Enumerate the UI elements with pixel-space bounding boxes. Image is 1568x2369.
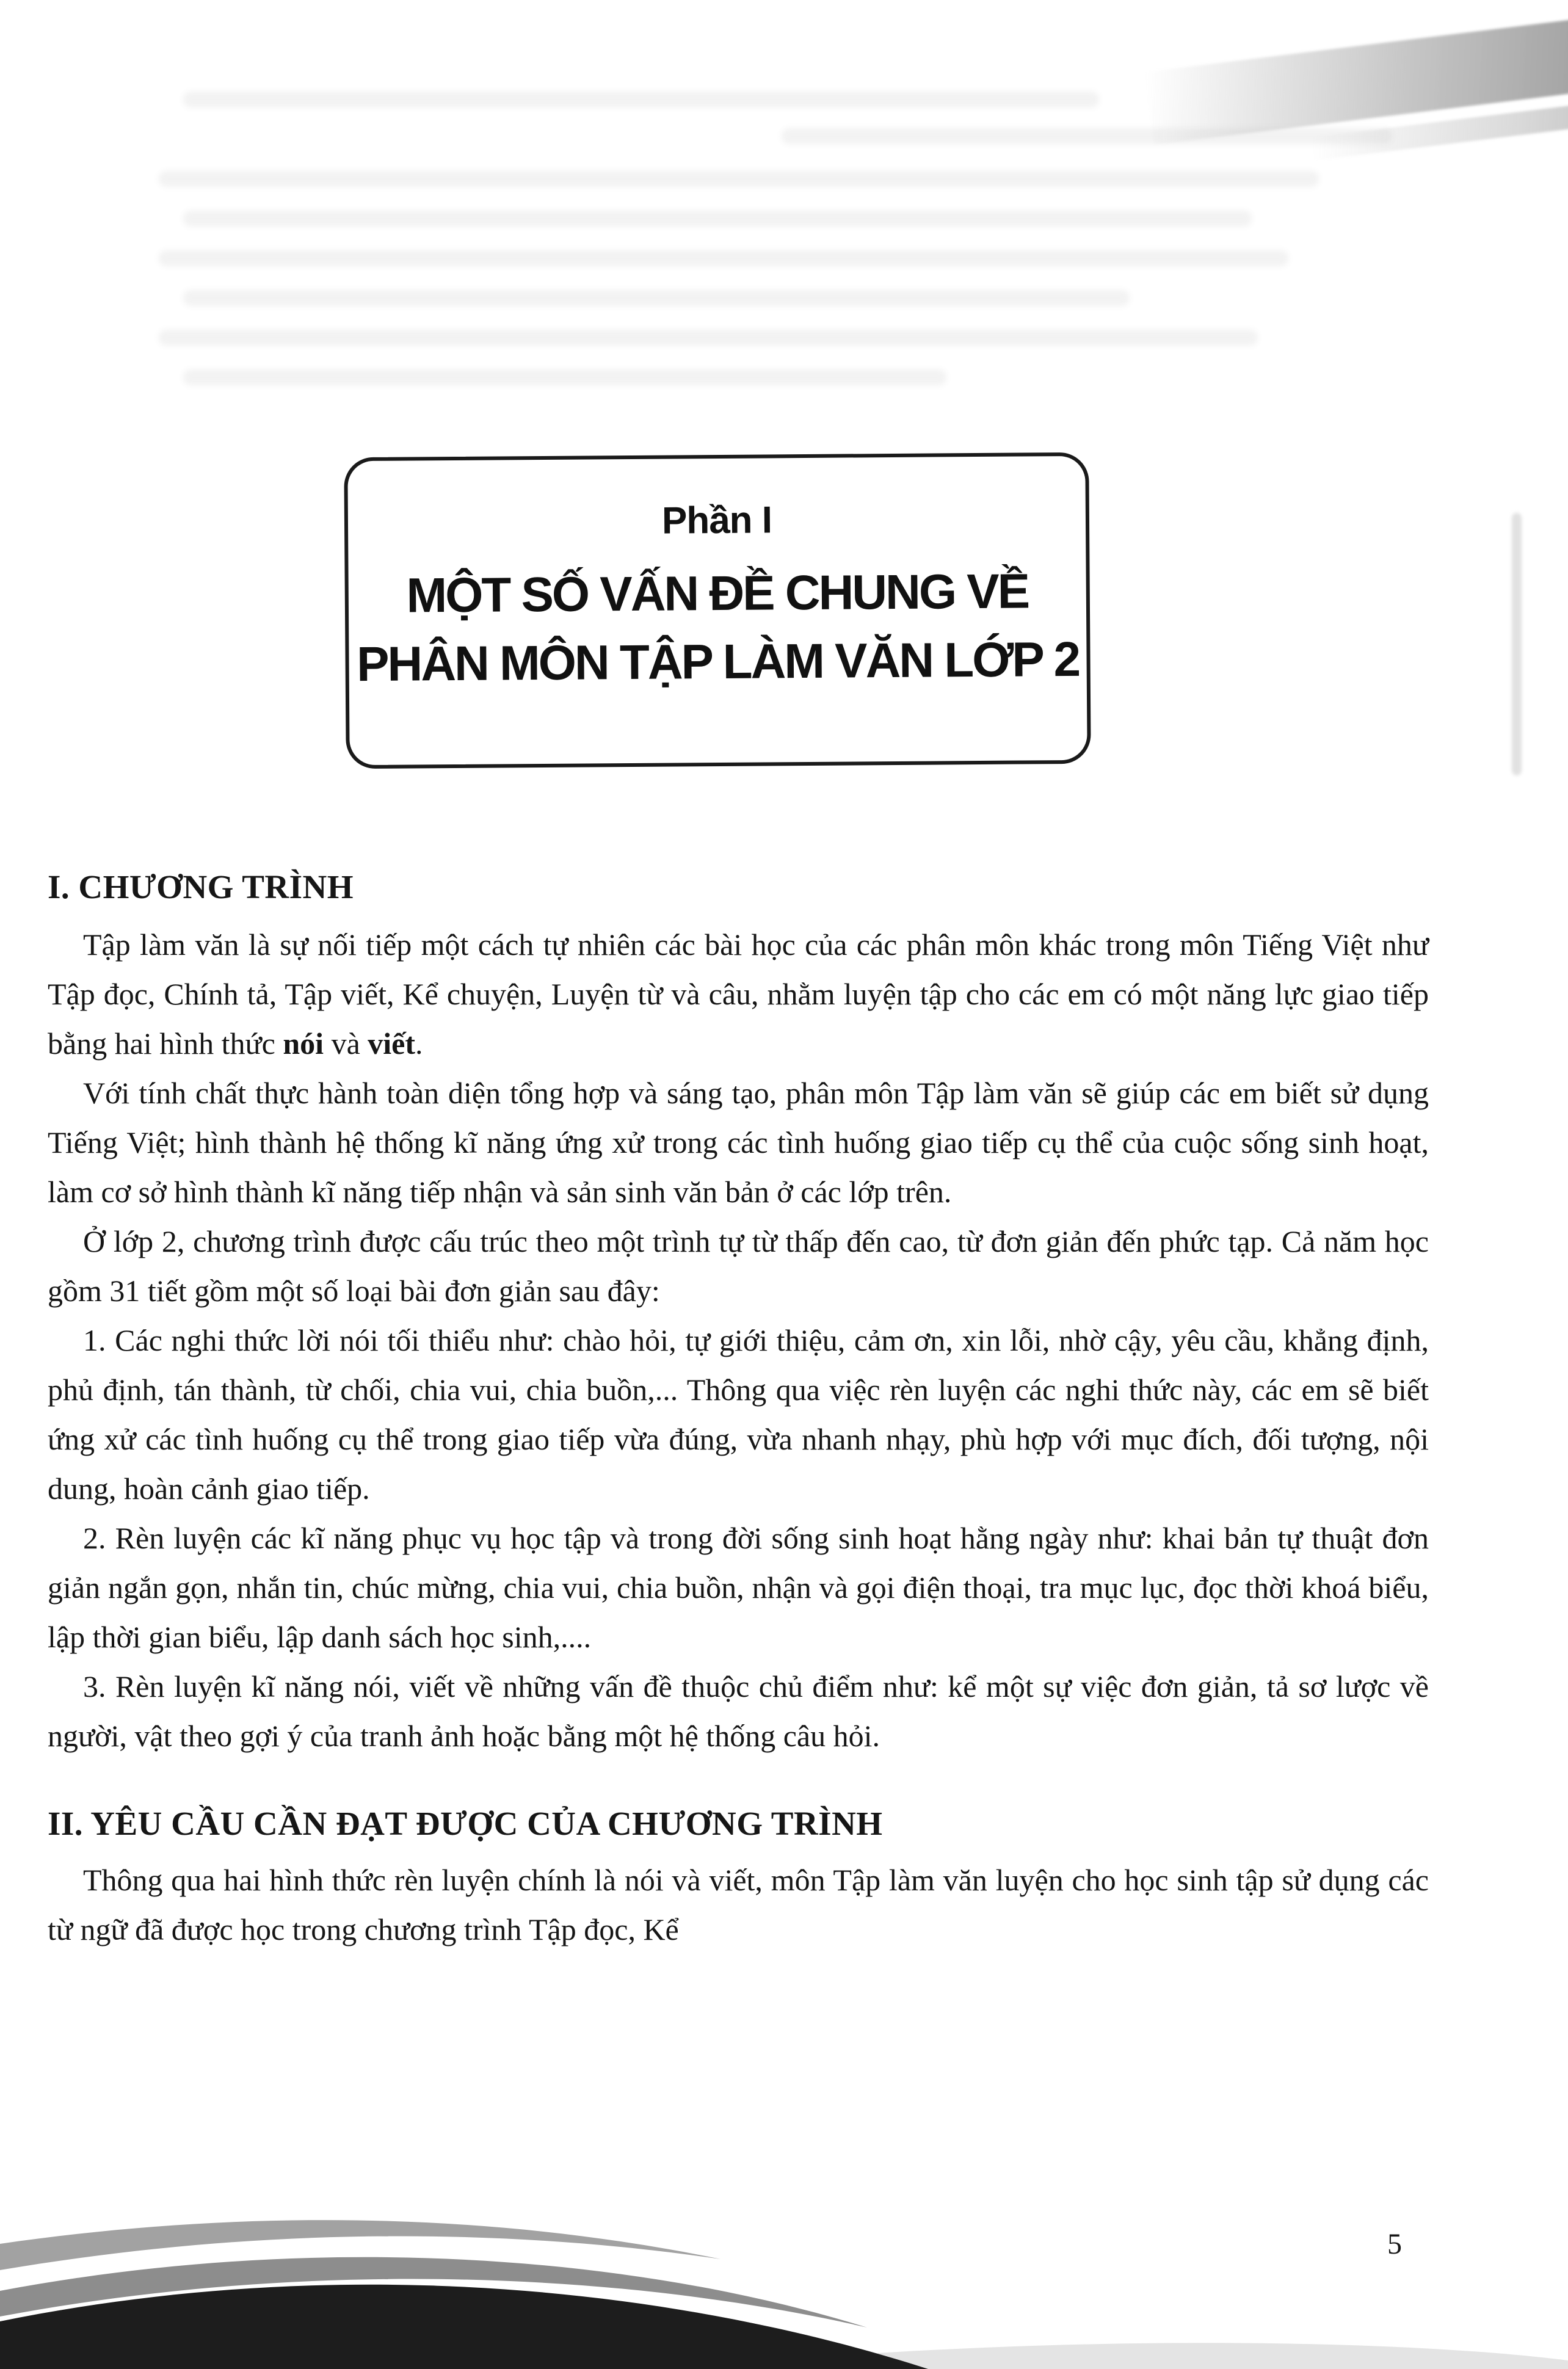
bleed-through-line (183, 369, 946, 385)
book-swoosh-decoration (0, 2186, 1568, 2369)
swoosh-dark-band (0, 2285, 928, 2369)
page-content (48, 860, 1429, 1954)
bleed-through-line (159, 250, 1288, 266)
paragraph-7: Thông qua hai hình thức rèn luyện chính là nói và viết, môn Tập làm văn luyện cho học sinh tập sử dụng các từ ngữ đã được học trong chương trình Tập đọc, Kể (48, 1863, 1429, 1947)
part-label: Phần I (661, 499, 772, 542)
bleed-through-line (183, 211, 1252, 227)
paragraph-4: 1. Các nghi thức lời nói tối thiểu như: chào hỏi, tự giới thiệu, cảm ơn, xin lỗi, nhờ cậy, yêu cầu, khẳng định, phủ định, tán thành, từ chối, chia vui, chia buồn,... Thông qua việc rèn luyện các nghi thức này, các em sẽ biết ứng xử các tình huống cụ thể trong giao tiếp vừa đúng, vừa nhanh nhạy, phù hợp với mục đích, đối tượng, nội dung, hoàn cảnh giao tiếp. (48, 1323, 1429, 1506)
paragraph-5: 2. Rèn luyện các kĩ năng phục vụ học tập và trong đời sống sinh hoạt hằng ngày như: khai bản tự thuật đơn giản ngắn gọn, nhắn tin, chúc mừng, chia vui, chia buồn, nhận và gọi điện thoại, tra mục lục, đọc thời khoá biểu, lập thời gian biểu, lập danh sách học sinh,.... (48, 1521, 1429, 1655)
paragraph-6: 3. Rèn luyện kĩ năng nói, viết về những vấn đề thuộc chủ điểm như: kể một sự việc đơn giản, tả sơ lược về người, vật theo gợi ý của tranh ảnh hoặc bằng một hệ thống câu hỏi. (48, 1669, 1429, 1754)
section-heading-2: II. YÊU CẦU CẦN ĐẠT ĐƯỢC CỦA CHƯƠNG TRÌNH (48, 1805, 883, 1843)
scan-shading-right-edge (1512, 513, 1522, 775)
part-title-line2: PHÂN MÔN TẬP LÀM VĂN LỚP 2 (356, 631, 1080, 692)
paragraph-3: Ở lớp 2, chương trình được cấu trúc theo một trình tự từ thấp đến cao, từ đơn giản đến phức tạp. Cả năm học gồm 31 tiết gồm một số loại bài đơn giản sau đây: (48, 1224, 1429, 1308)
bleed-through-line (183, 290, 1130, 306)
part-title-box (344, 452, 1091, 769)
part-title-line1: MỘT SỐ VẤN ĐỀ CHUNG VỀ (406, 564, 1029, 623)
page-number: 5 (1387, 2228, 1402, 2260)
bleed-through-line (159, 171, 1319, 187)
bleed-through-line (782, 128, 1392, 144)
bleed-through-line (183, 92, 1099, 107)
section-heading-1: I. CHƯƠNG TRÌNH (48, 868, 354, 905)
paragraph-1: Tập làm văn là sự nối tiếp một cách tự nhiên các bài học của các phân môn khác trong môn Tiếng Việt như Tập đọc, Chính tả, Tập viết, Kể chuyện, Luyện từ và câu, nhằm luyện tập cho các em có một năng lực giao tiếp bằng hai hình thức nói và viết. (48, 927, 1429, 1061)
bleed-through-line (159, 330, 1258, 346)
paragraph-2: Với tính chất thực hành toàn diện tổng hợp và sáng tạo, phân môn Tập làm văn sẽ giúp các em biết sử dụng Tiếng Việt; hình thành hệ thống kĩ năng ứng xử trong các tình huống giao tiếp cụ thể của cuộc sống sinh hoạt, làm cơ sở hình thành kĩ năng tiếp nhận và sản sinh văn bản ở các lớp trên. (48, 1076, 1429, 1210)
